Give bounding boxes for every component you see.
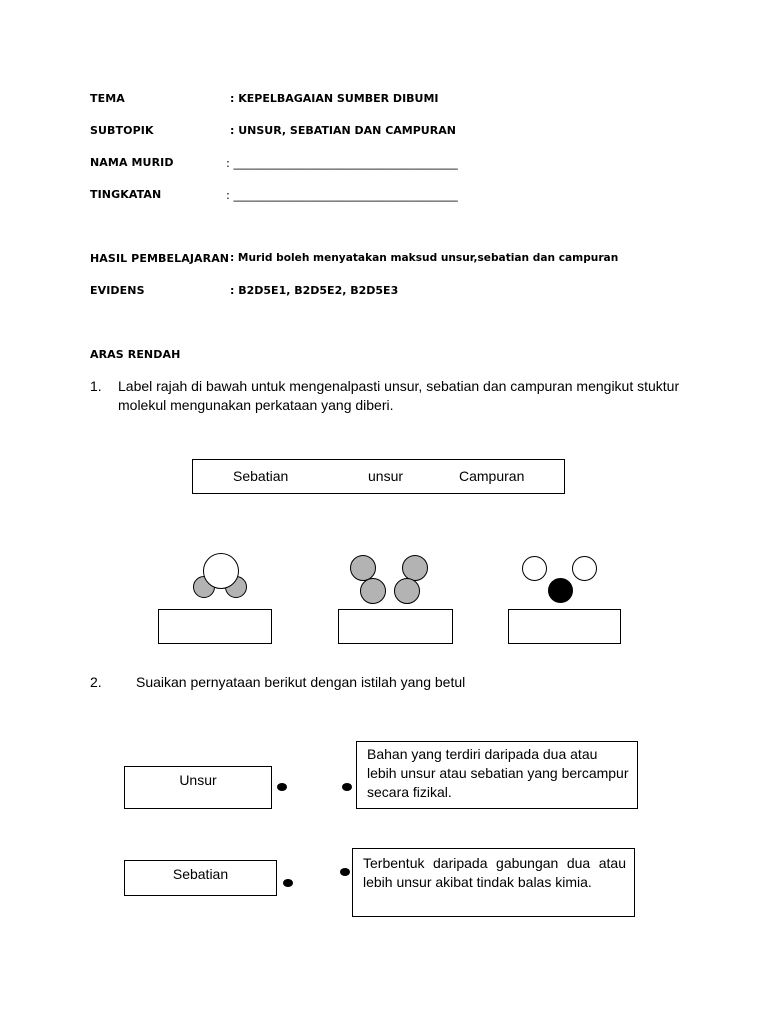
definition-text: Bahan yang terdiri daripada dua atau lebih unsur atau sebatian yang bercampur secara fizikal. xyxy=(367,746,629,800)
definition-text: Terbentuk daripada gabungan dua atau lebih unsur akibat tindak balas kimia. xyxy=(363,855,626,890)
section-title: ARAS RENDAH xyxy=(90,348,181,361)
grey-atom-icon xyxy=(394,578,420,604)
hasil-pembelajaran-label: HASIL PEMBELAJARAN xyxy=(90,252,230,265)
tingkatan-label: TINGKATAN xyxy=(90,188,162,201)
term-box-sebatian xyxy=(124,860,277,896)
evidens-value: : B2D5E1, B2D5E2, B2D5E3 xyxy=(230,284,399,297)
nama-murid-field[interactable]: : _______________________________________ xyxy=(226,156,458,170)
subtopik-label: SUBTOPIK xyxy=(90,124,154,137)
grey-atom-icon xyxy=(360,578,386,604)
hasil-pembelajaran-value: : Murid boleh menyatakan maksud unsur,sebatian dan campuran xyxy=(230,252,619,264)
q2-text: Suaikan pernyataan berikut dengan istilah yang betul xyxy=(136,674,466,690)
match-dot-icon[interactable] xyxy=(277,783,287,791)
tema-value: : KEPELBAGAIAN SUMBER DIBUMI xyxy=(230,92,439,105)
match-dot-icon[interactable] xyxy=(342,783,352,791)
q2-number: 2. xyxy=(90,674,102,690)
match-dot-icon[interactable] xyxy=(283,879,293,887)
answer-box-1[interactable] xyxy=(158,609,272,644)
term-label: Sebatian xyxy=(172,866,229,882)
subtopik-value: : UNSUR, SEBATIAN DAN CAMPURAN xyxy=(230,124,456,137)
white-atom-icon xyxy=(203,553,239,589)
evidens-label: EVIDENS xyxy=(90,284,145,297)
match-dot-icon[interactable] xyxy=(340,868,350,876)
q1-text: Label rajah di bawah untuk mengenalpasti unsur, sebatian dan campuran mengikut stuktur molekul mengunakan perkataan yang diberi. xyxy=(118,378,680,413)
white-atom-icon xyxy=(522,556,547,581)
word-bank-item: Sebatian xyxy=(233,468,289,484)
tingkatan-field[interactable]: : _______________________________________ xyxy=(226,188,458,202)
answer-box-3[interactable] xyxy=(508,609,621,644)
term-box-unsur xyxy=(124,766,272,809)
tema-label: TEMA xyxy=(90,92,125,105)
q1-number: 1. xyxy=(90,378,102,394)
nama-murid-label: NAMA MURID xyxy=(90,156,174,169)
word-bank-item: unsur xyxy=(368,468,404,484)
white-atom-icon xyxy=(572,556,597,581)
definition-box-1 xyxy=(356,741,638,809)
black-atom-icon xyxy=(548,578,573,603)
word-bank-item: Campuran xyxy=(459,468,525,484)
definition-box-2 xyxy=(352,848,635,917)
term-label: Unsur xyxy=(179,772,217,788)
answer-box-2[interactable] xyxy=(338,609,453,644)
word-bank-box xyxy=(192,459,565,494)
